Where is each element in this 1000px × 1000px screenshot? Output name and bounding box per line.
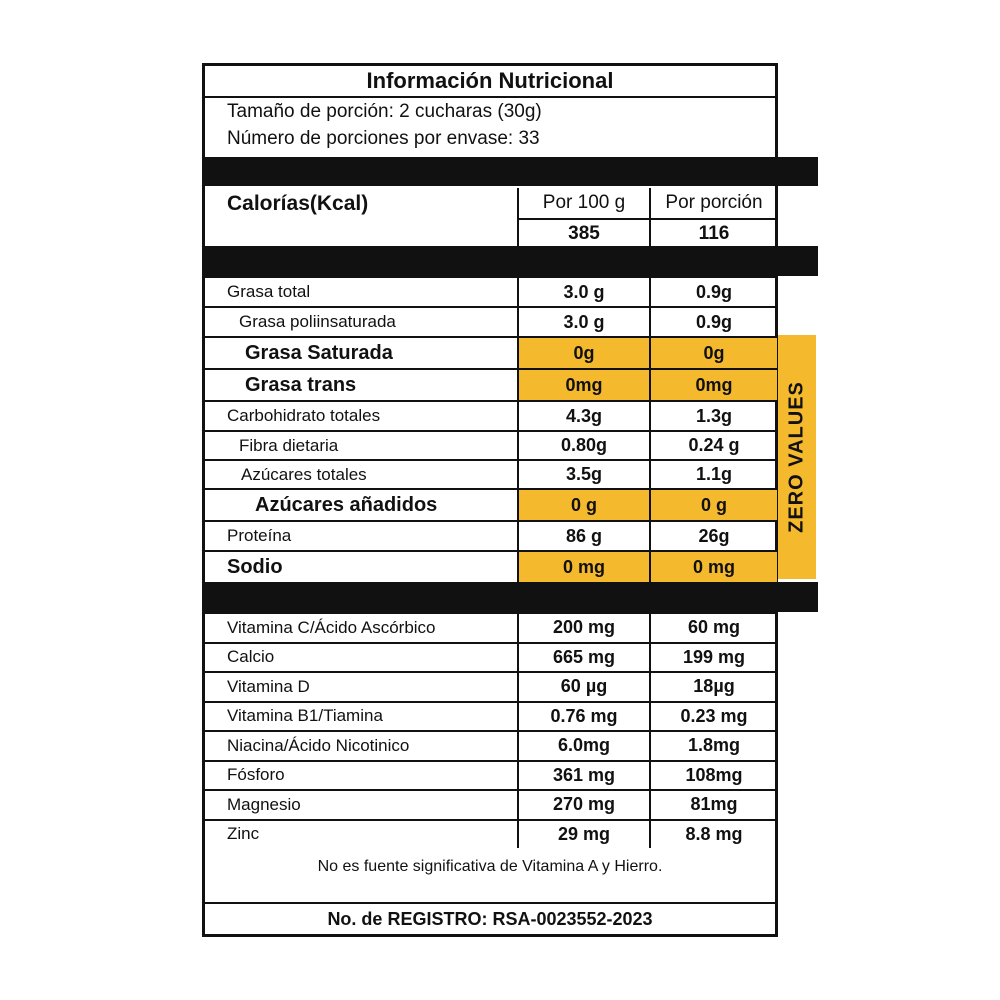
nutrient-row	[205, 336, 777, 368]
nutrient-row	[205, 520, 777, 550]
nutrient-name: Fibra dietaria	[239, 435, 339, 455]
registration-number: No. de REGISTRO: RSA-0023552-2023	[205, 902, 775, 934]
calories-per100: 385	[517, 218, 649, 246]
nutrient-per100: 4.3g	[517, 402, 649, 430]
vitamin-per100: 29 mg	[517, 821, 649, 849]
nutrient-row	[205, 368, 777, 400]
vitamin-per100: 0.76 mg	[517, 703, 649, 731]
vitamin-row	[205, 671, 777, 701]
nutrient-per-serving: 0 g	[649, 490, 777, 520]
nutrient-row	[205, 306, 777, 336]
nutrient-per-serving: 0.9g	[649, 278, 777, 306]
vitamin-per100: 60 µg	[517, 673, 649, 701]
vitamin-row	[205, 760, 777, 790]
vitamin-row	[205, 701, 777, 731]
nutrient-per-serving: 0g	[649, 338, 777, 368]
nutrient-per100: 3.0 g	[517, 308, 649, 336]
vitamin-row	[205, 612, 777, 642]
nutrient-per-serving: 0.9g	[649, 308, 777, 336]
nutrient-name: Grasa total	[227, 282, 311, 301]
disclaimer-note: No es fuente significativa de Vitamina A y Hierro.	[317, 858, 663, 875]
nutrient-per-serving: 0 mg	[649, 552, 777, 582]
nutrient-per100: 0 g	[517, 490, 649, 520]
vitamin-per100: 361 mg	[517, 762, 649, 790]
calories-per-serving: 116	[649, 218, 777, 246]
vitamin-name: Vitamina B1/Tiamina	[227, 706, 383, 726]
servings-per-container: Número de porciones por envase: 33	[227, 128, 540, 149]
nutrient-per-serving: 0.24 g	[649, 432, 777, 459]
nutrient-name: Azúcares añadidos	[255, 493, 438, 516]
vitamin-name: Fósforo	[227, 765, 285, 785]
nutrient-name: Sodio	[227, 555, 283, 578]
nutrition-label	[202, 63, 778, 937]
calories-label: Calorías(Kcal)	[227, 192, 369, 215]
vitamin-per100: 270 mg	[517, 791, 649, 819]
nutrient-row	[205, 459, 777, 488]
nutrient-per100: 3.5g	[517, 461, 649, 488]
vitamin-row	[205, 789, 777, 819]
vitamin-name: Niacina/Ácido Nicotinico	[227, 735, 410, 755]
vitamin-name: Vitamina C/Ácido Ascórbico	[227, 617, 436, 637]
nutrient-name: Carbohidrato totales	[227, 406, 381, 425]
nutrient-name: Proteína	[227, 526, 292, 545]
vitamin-per100: 6.0mg	[517, 732, 649, 760]
vitamin-name: Vitamina D	[227, 676, 310, 696]
nutrient-row	[205, 488, 777, 520]
zero-values-label: ZERO VALUES	[785, 381, 808, 533]
nutrient-per-serving: 0mg	[649, 370, 777, 400]
nutrient-per-serving: 1.3g	[649, 402, 777, 430]
col-header-per-serving: Por porción	[649, 188, 777, 218]
vitamin-row	[205, 819, 777, 849]
divider-bar-nutrients	[205, 246, 818, 276]
nutrient-name: Grasa poliinsaturada	[239, 312, 396, 331]
vitamin-name: Calcio	[227, 647, 275, 667]
vitamin-per-serving: 81mg	[649, 791, 777, 819]
label-title: Información Nutricional	[205, 66, 775, 98]
nutrient-name: Grasa trans	[245, 373, 357, 396]
nutrient-per100: 0.80g	[517, 432, 649, 459]
nutrient-per100: 0mg	[517, 370, 649, 400]
nutrient-per-serving: 1.1g	[649, 461, 777, 488]
vitamin-per-serving: 60 mg	[649, 614, 777, 642]
serving-size: Tamaño de porción: 2 cucharas (30g)	[227, 101, 542, 122]
nutrient-row	[205, 550, 777, 582]
nutrient-row	[205, 400, 777, 430]
vitamin-name: Zinc	[227, 824, 260, 844]
nutrient-per-serving: 26g	[649, 522, 777, 550]
vitamin-per-serving: 18µg	[649, 673, 777, 701]
nutrient-per100: 0 mg	[517, 552, 649, 582]
vitamin-row	[205, 642, 777, 672]
divider-bar-calories	[205, 157, 818, 186]
vitamin-name: Magnesio	[227, 794, 301, 814]
col-header-per100: Por 100 g	[517, 188, 649, 218]
vitamin-per100: 665 mg	[517, 644, 649, 672]
nutrient-per100: 86 g	[517, 522, 649, 550]
vitamin-row	[205, 730, 777, 760]
nutrient-per100: 0g	[517, 338, 649, 368]
vitamin-per-serving: 8.8 mg	[649, 821, 777, 849]
divider-bar-vitamins	[205, 582, 818, 612]
vitamin-per-serving: 199 mg	[649, 644, 777, 672]
vitamin-per-serving: 108mg	[649, 762, 777, 790]
nutrient-row	[205, 430, 777, 459]
nutrient-name: Azúcares totales	[241, 464, 367, 484]
vitamin-per-serving: 1.8mg	[649, 732, 777, 760]
vitamin-per100: 200 mg	[517, 614, 649, 642]
nutrient-per100: 3.0 g	[517, 278, 649, 306]
nutrient-name: Grasa Saturada	[245, 341, 393, 364]
vitamin-per-serving: 0.23 mg	[649, 703, 777, 731]
nutrient-row	[205, 276, 777, 306]
